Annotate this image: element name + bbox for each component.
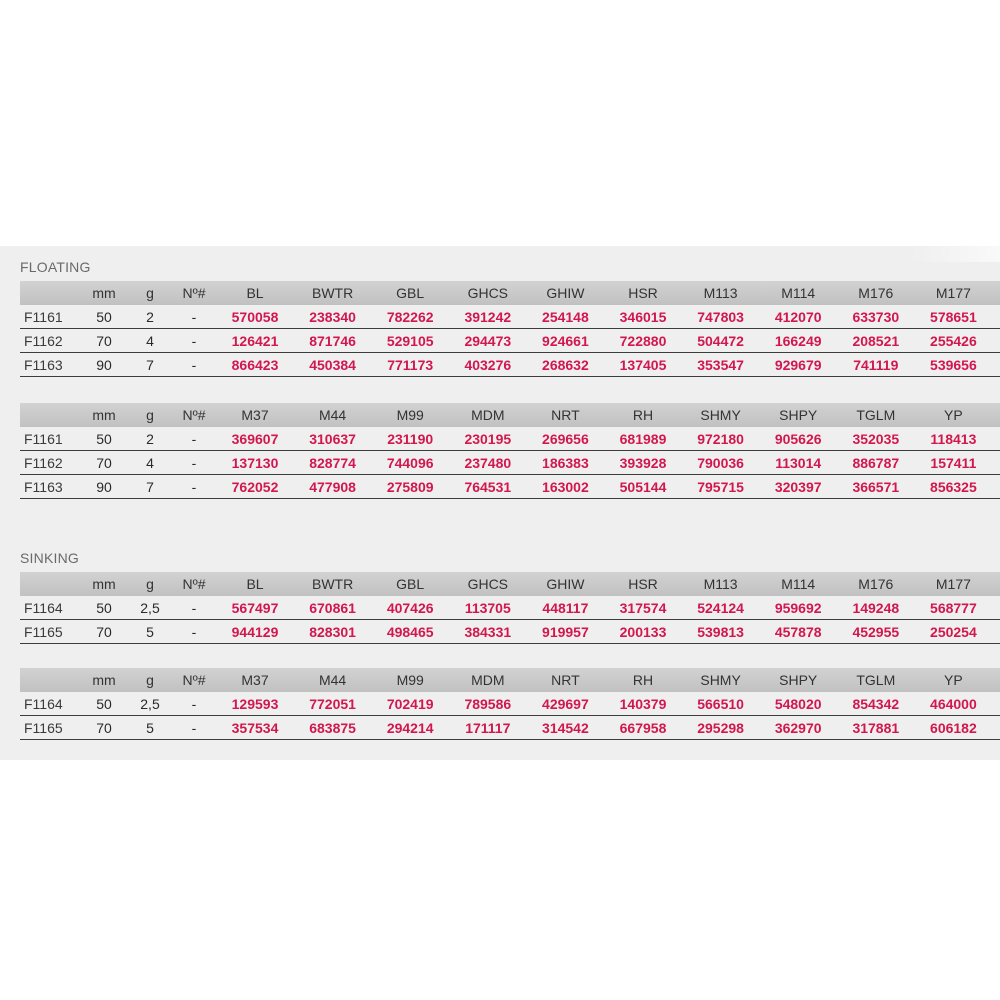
row-code: 702419 [386,696,434,712]
row-code: 171117 [465,720,511,736]
row-g: 7 [146,479,154,495]
row-code: 353547 [697,357,744,373]
row-mm: 70 [96,720,112,736]
row-number: - [191,431,197,447]
row-code: 294214 [386,720,434,736]
header-number: Nº# [182,407,206,423]
row-code: 450384 [309,357,356,373]
header-color-code: MDM [471,407,505,423]
row-code: 539656 [930,357,977,373]
row-code: 429697 [542,696,589,712]
row-code: 667958 [619,720,667,736]
row-code: 633730 [852,309,900,325]
header-color-code: NRT [551,672,580,688]
header-mm: mm [92,576,116,592]
table-row [20,329,1000,353]
row-number: - [191,333,197,349]
row-g: 2,5 [140,600,160,616]
header-color-code: M44 [318,407,347,423]
row-code: 129593 [231,696,279,712]
header-color-code: SHPY [779,407,818,423]
row-code: 567497 [231,600,279,616]
row-code: 683875 [309,720,356,736]
row-code: 762052 [231,479,279,495]
row-reference: F1163 [24,479,63,495]
row-g: 7 [146,357,154,373]
row-code: 403276 [464,357,512,373]
row-code: 275809 [386,479,434,495]
header-g: g [146,576,154,592]
row-code: 137130 [231,455,279,471]
row-code: 568777 [930,600,977,616]
header-g: g [146,285,154,301]
row-mm: 50 [96,600,112,616]
row-mm: 90 [96,479,112,495]
row-number: - [191,696,197,712]
header-color-code: RH [632,672,654,688]
row-mm: 50 [96,431,112,447]
table-row [20,692,1000,716]
row-code: 570058 [231,309,279,325]
header-mm: mm [92,407,116,423]
row-code: 317574 [619,600,667,616]
section-title-floating: FLOATING [20,259,91,275]
row-code: 369607 [231,431,279,447]
sinking-table-2 [20,668,1000,740]
row-code: 929679 [774,357,822,373]
header-color-code: HSR [628,576,658,592]
table-header-row [20,403,1000,427]
row-code: 524124 [697,600,744,616]
header-color-code: M176 [858,285,894,301]
row-g: 5 [146,720,154,736]
row-mm: 90 [96,357,112,373]
row-code: 919957 [542,624,589,640]
row-code: 498465 [386,624,434,640]
header-color-code: M99 [396,672,424,688]
row-code: 477908 [309,479,356,495]
table-row [20,620,1000,644]
row-code: 741119 [853,357,899,373]
table-row [20,475,1000,499]
row-code: 772051 [309,696,356,712]
header-color-code: BWTR [311,576,354,592]
row-code: 295298 [697,720,744,736]
row-code: 310637 [309,431,356,447]
header-color-code: M114 [781,576,816,592]
row-code: 113705 [464,600,511,616]
row-code: 464000 [930,696,977,712]
header-color-code: M114 [781,285,816,301]
table-row [20,427,1000,451]
header-color-code: M177 [935,576,971,592]
header-color-code: BL [246,576,264,592]
row-code: 149248 [852,600,900,616]
row-code: 681989 [619,431,667,447]
row-g: 5 [146,624,154,640]
row-code: 230195 [464,431,512,447]
header-color-code: M177 [935,285,971,301]
header-color-code: SHMY [700,672,741,688]
row-code: 357534 [231,720,279,736]
row-code: 362970 [774,720,822,736]
header-color-code: NRT [551,407,580,423]
header-color-code: YP [944,407,963,423]
row-code: 866423 [231,357,279,373]
row-code: 352035 [852,431,900,447]
table-header-row [20,572,1000,596]
table-row [20,451,1000,475]
row-number: - [191,720,197,736]
header-color-code: HSR [628,285,658,301]
header-color-code: TGLM [856,672,896,688]
row-code: 393928 [619,455,667,471]
floating-table-2 [20,403,1000,499]
row-code: 457878 [774,624,822,640]
header-color-code: SHMY [700,407,741,423]
row-code: 200133 [619,624,667,640]
header-color-code: GHIW [546,576,585,592]
row-code: 606182 [930,720,977,736]
row-code: 113014 [775,455,822,471]
row-code: 317881 [852,720,900,736]
header-mm: mm [92,672,116,688]
row-code: 959692 [774,600,822,616]
row-code: 972180 [697,431,744,447]
row-code: 944129 [231,624,279,640]
header-color-code: TGLM [856,407,896,423]
header-color-code: RH [632,407,654,423]
row-code: 166249 [774,333,822,349]
row-code: 268632 [542,357,589,373]
row-code: 255426 [930,333,977,349]
row-reference: F1162 [24,333,63,349]
header-color-code: GHCS [467,576,509,592]
row-code: 744096 [386,455,434,471]
table-row [20,596,1000,620]
header-color-code: GBL [396,576,425,592]
row-code: 237480 [464,455,512,471]
row-number: - [191,479,197,495]
header-color-code: MDM [471,672,505,688]
header-number: Nº# [182,672,206,688]
row-code: 854342 [852,696,900,712]
row-number: - [191,624,197,640]
header-color-code: BWTR [311,285,354,301]
row-code: 828774 [309,455,356,471]
product-table-panel [0,246,1000,760]
row-reference: F1164 [24,696,63,712]
row-code: 782262 [386,309,434,325]
row-g: 2,5 [140,696,160,712]
row-code: 856325 [930,479,977,495]
row-code: 828301 [309,624,356,640]
row-reference: F1161 [24,431,63,447]
row-reference: F1165 [24,720,63,736]
row-code: 231190 [387,431,434,447]
row-code: 578651 [930,309,977,325]
row-code: 238340 [309,309,356,325]
header-color-code: M37 [241,672,269,688]
row-g: 4 [146,333,154,349]
row-code: 504472 [697,333,744,349]
row-code: 747803 [697,309,744,325]
row-code: 789586 [464,696,512,712]
row-mm: 70 [96,624,112,640]
section-title-sinking: SINKING [20,550,79,566]
row-code: 412070 [774,309,822,325]
row-reference: F1161 [24,309,63,325]
row-code: 448117 [542,600,589,616]
row-code: 771173 [387,357,434,373]
table-header-row [20,281,1000,305]
header-color-code: BL [246,285,264,301]
row-mm: 70 [96,333,112,349]
row-code: 790036 [697,455,744,471]
row-code: 163002 [542,479,589,495]
row-code: 294473 [464,333,512,349]
table-header-row [20,668,1000,692]
row-code: 452955 [852,624,900,640]
row-code: 670861 [309,600,356,616]
table-row [20,716,1000,740]
header-color-code: GHIW [546,285,585,301]
row-g: 2 [146,309,154,325]
header-number: Nº# [182,576,206,592]
header-color-code: M176 [858,576,894,592]
row-code: 924661 [542,333,589,349]
floating-table-1 [20,281,1000,377]
header-color-code: M99 [396,407,424,423]
row-number: - [191,357,197,373]
row-code: 566510 [697,696,744,712]
row-reference: F1163 [24,357,63,373]
row-code: 186383 [542,455,589,471]
row-code: 254148 [542,309,589,325]
header-mm: mm [92,285,116,301]
row-number: - [191,309,197,325]
row-code: 905626 [774,431,822,447]
row-reference: F1164 [24,600,63,616]
header-g: g [146,407,154,423]
row-code: 208521 [852,333,900,349]
row-code: 764531 [464,479,512,495]
header-color-code: GHCS [467,285,509,301]
row-code: 137405 [619,357,667,373]
row-code: 126421 [231,333,279,349]
header-color-code: M113 [703,576,738,592]
row-reference: F1162 [24,455,63,471]
row-code: 886787 [852,455,900,471]
header-g: g [146,672,154,688]
header-color-code: M113 [703,285,738,301]
sinking-table-1 [20,572,1000,644]
row-mm: 70 [96,455,112,471]
header-color-code: M44 [318,672,347,688]
row-code: 384331 [464,624,512,640]
row-code: 366571 [852,479,900,495]
row-code: 140379 [619,696,667,712]
row-code: 407426 [386,600,434,616]
row-code: 269656 [542,431,589,447]
row-number: - [191,455,197,471]
table-row [20,353,1000,377]
row-code: 346015 [619,309,667,325]
header-color-code: SHPY [779,672,818,688]
row-reference: F1165 [24,624,63,640]
row-code: 871746 [309,333,356,349]
row-code: 795715 [697,479,744,495]
row-code: 539813 [697,624,744,640]
row-code: 320397 [774,479,822,495]
row-code: 529105 [386,333,434,349]
row-code: 391242 [464,309,512,325]
header-color-code: M37 [241,407,269,423]
row-code: 505144 [619,479,667,495]
row-code: 118413 [930,431,977,447]
row-mm: 50 [96,309,112,325]
row-code: 250254 [930,624,977,640]
row-g: 4 [146,455,154,471]
row-g: 2 [146,431,154,447]
header-number: Nº# [182,285,206,301]
row-code: 157411 [930,455,977,471]
row-number: - [191,600,197,616]
row-code: 548020 [774,696,822,712]
table-row [20,305,1000,329]
header-color-code: GBL [396,285,425,301]
header-color-code: YP [944,672,963,688]
row-mm: 50 [96,696,112,712]
row-code: 722880 [619,333,667,349]
row-code: 314542 [542,720,589,736]
